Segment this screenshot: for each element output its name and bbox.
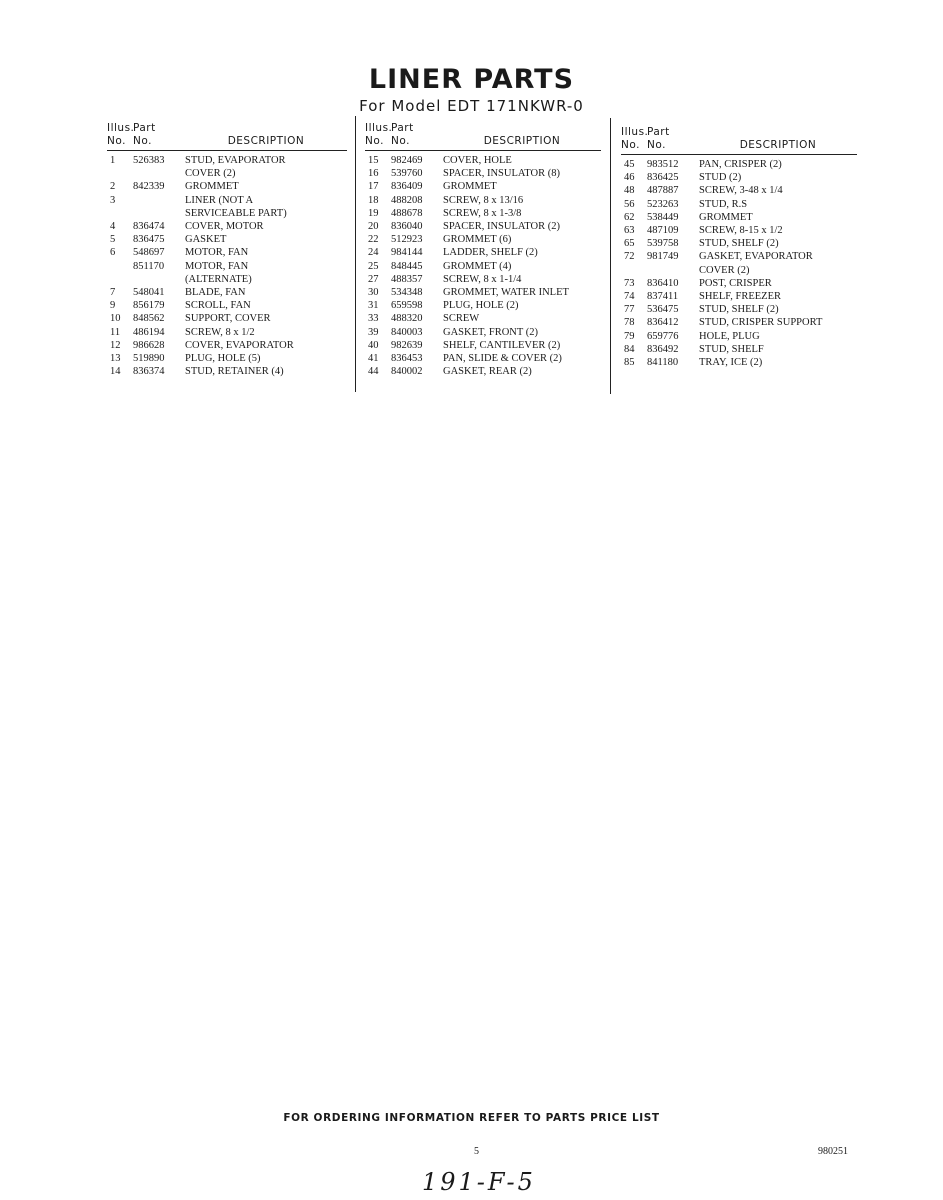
handwritten-note: 191-F-5 [422,1168,536,1196]
part-number: 836492 [647,343,679,355]
part-number: 840002 [391,366,423,378]
part-number: 539758 [647,238,679,250]
illus-number: 6 [110,247,116,259]
header-rule [365,150,601,151]
part-number [133,167,185,180]
table-row [107,339,347,352]
header-illus-no: No. [621,139,640,151]
part-description: HOLE, PLUG [699,330,760,342]
part-description: PAN, CRISPER (2) [699,159,782,170]
part-description: LADDER, SHELF (2) [443,247,538,259]
part-number: 983512 [647,159,679,170]
illus-number [107,260,133,273]
illus-number [107,207,133,220]
header-description: DESCRIPTION [739,139,817,151]
part-description: GROMMET (4) [443,260,512,272]
part-description: GROMMET [699,211,753,223]
table-row [621,198,857,211]
table-row [365,365,601,378]
table-row [621,224,857,237]
header-description: DESCRIPTION [227,135,305,147]
table-row [621,184,857,197]
part-number: 488357 [391,273,423,285]
illus-number: 18 [368,194,379,206]
illus-number: 33 [368,313,379,325]
part-description: MOTOR, FAN [185,260,249,272]
table-row [365,246,601,259]
header-illus: Illus. [107,122,135,134]
table-row [107,260,347,273]
table-row [107,154,347,167]
part-description: SCREW, 8 x 1/2 [185,326,255,338]
table-row [621,211,857,224]
part-number [647,264,699,277]
part-description: STUD, SHELF (2) [699,238,779,250]
part-description: STUD, SHELF (2) [699,304,779,316]
part-number: 523263 [647,198,679,210]
table-row [365,339,601,352]
illus-number: 48 [624,185,635,197]
illus-number: 30 [368,287,379,299]
illus-number: 78 [624,317,635,329]
illus-number: 4 [110,221,116,233]
parts-list [365,154,601,378]
part-description: SPACER, INSULATOR (8) [443,168,560,180]
table-row [107,312,347,325]
part-number: 982469 [391,155,423,166]
illus-number: 5 [110,234,116,246]
table-row [365,286,601,299]
part-number: 487109 [647,225,679,237]
column-header [621,126,857,152]
part-number: 659776 [647,330,679,342]
illus-number: 72 [624,251,635,263]
part-number: 851170 [133,260,165,272]
part-description: GROMMET, WATER INLET [443,287,569,299]
part-number: 536475 [647,304,679,316]
table-row [365,299,601,312]
illus-number: 19 [368,207,379,219]
table-row [107,220,347,233]
part-number: 488678 [391,207,423,219]
illus-number: 56 [624,198,635,210]
table-row [107,273,347,286]
illus-number: 16 [368,168,379,180]
table-row [107,180,347,193]
parts-column-3 [621,126,857,369]
part-description: (ALTERNATE) [185,273,252,285]
table-row [107,365,347,378]
table-row [621,343,857,356]
illus-number: 7 [110,287,116,299]
table-row [365,220,601,233]
part-number: 836410 [647,277,679,289]
part-description: COVER, HOLE [443,155,512,166]
column-header [365,122,601,148]
table-row [621,158,857,171]
illus-number: 39 [368,326,379,338]
part-number: 488320 [391,313,423,325]
header-illus-no: No. [365,135,384,147]
part-description: STUD (2) [699,172,742,184]
part-number: 538449 [647,211,679,223]
page-title: LINER PARTS [368,64,575,95]
table-row [107,286,347,299]
table-row [365,352,601,365]
header-part-no: No. [647,139,666,151]
part-number: 539760 [391,168,423,180]
part-description: GROMMET [185,181,239,193]
part-number: 986628 [133,339,165,351]
column-divider [355,116,356,392]
illus-number: 62 [624,211,635,223]
table-row [621,330,857,343]
part-number: 534348 [391,287,423,299]
illus-number: 13 [110,353,121,365]
illus-number: 84 [624,343,635,355]
part-number: 981749 [647,251,679,263]
table-row [365,233,601,246]
header-description: DESCRIPTION [483,135,561,147]
part-number: 659598 [391,300,423,312]
table-row [107,207,347,220]
table-row [365,326,601,339]
illus-number: 14 [110,366,121,378]
part-number: 836412 [647,317,679,329]
part-number: 984144 [391,247,423,259]
part-description: GASKET, FRONT (2) [443,326,538,338]
illus-number: 65 [624,238,635,250]
part-description: COVER, MOTOR [185,221,264,233]
table-row [107,194,347,207]
parts-list [621,158,857,369]
illus-number: 40 [368,339,379,351]
illus-number [621,264,647,277]
part-number: 836409 [391,181,423,193]
table-row [107,352,347,365]
part-description: LINER (NOT A [185,194,254,206]
part-number: 982639 [391,339,423,351]
illus-number: 85 [624,357,635,369]
illus-number: 9 [110,300,116,312]
part-number [133,273,185,286]
part-description: SCREW, 8 x 1-3/8 [443,207,522,219]
part-description: SHELF, CANTILEVER (2) [443,339,561,351]
illus-number: 20 [368,221,379,233]
part-description: SPACER, INSULATOR (2) [443,221,560,233]
part-number: 836474 [133,221,165,233]
part-description: SCREW, 8 x 13/16 [443,194,524,206]
illus-number: 22 [368,234,379,246]
illus-number: 11 [110,326,121,338]
illus-number: 15 [368,155,379,166]
part-number: 848562 [133,313,165,325]
part-description: PLUG, HOLE (2) [443,300,519,312]
illus-number: 74 [624,291,635,303]
table-row [365,180,601,193]
part-number: 836453 [391,353,423,365]
part-description: GASKET [185,234,227,246]
header-rule [107,150,347,151]
part-number: 856179 [133,300,165,312]
table-row [107,167,347,180]
part-number [133,194,185,207]
part-number: 486194 [133,326,165,338]
part-description: PAN, SLIDE & COVER (2) [443,353,562,365]
part-description: SHELF, FREEZER [699,291,782,303]
illus-number: 12 [110,339,121,351]
part-description: COVER (2) [185,168,236,180]
part-number: 836040 [391,221,423,233]
part-number: 836425 [647,172,679,184]
header-part-no: No. [391,135,410,147]
table-row [621,290,857,303]
illus-number: 44 [368,366,379,378]
parts-column-1 [107,122,347,378]
part-number: 548041 [133,287,165,299]
part-description: GROMMET [443,181,497,193]
table-row [621,277,857,290]
illus-number: 31 [368,300,379,312]
table-row [621,250,857,263]
part-number: 519890 [133,353,165,365]
part-description: BLADE, FAN [185,287,246,299]
part-description: SCREW, 3-48 x 1/4 [699,185,783,197]
header-illus: Illus. [365,122,393,134]
table-row [107,233,347,246]
table-row [621,316,857,329]
header-part-no: No. [133,135,152,147]
illus-number: 17 [368,181,379,193]
part-description: TRAY, ICE (2) [699,357,763,369]
illus-number: 10 [110,313,121,325]
illus-number: 3 [110,194,116,206]
illus-number: 24 [368,247,379,259]
part-description: GASKET, REAR (2) [443,366,532,378]
part-number: 848445 [391,260,423,272]
parts-column-2 [365,122,601,378]
header-rule [621,154,857,155]
header-part: Part [647,126,670,138]
table-row [365,167,601,180]
part-description: GASKET, EVAPORATOR [699,251,813,263]
document-code: 980251 [818,1146,848,1157]
illus-number [107,167,133,180]
part-number [133,207,185,220]
model-subtitle: For Model EDT 171NKWR-0 [359,97,584,115]
part-number: 840003 [391,326,423,338]
part-number: 487887 [647,185,679,197]
part-description: STUD, RETAINER (4) [185,366,284,378]
part-description: GROMMET (6) [443,234,512,246]
illus-number: 77 [624,304,635,316]
table-row [107,246,347,259]
part-description: STUD, R.S [699,198,748,210]
illus-number: 73 [624,277,635,289]
part-number: 526383 [133,155,165,166]
column-header [107,122,347,148]
part-description: STUD, EVAPORATOR [185,155,286,166]
part-description: SCREW [443,313,480,325]
illus-number: 79 [624,330,635,342]
illus-number: 46 [624,172,635,184]
illus-number: 63 [624,225,635,237]
table-row [621,356,857,369]
part-number: 512923 [391,234,423,246]
header-illus: Illus. [621,126,649,138]
page-number: 5 [474,1146,479,1157]
illus-number: 1 [110,155,116,166]
table-row [365,260,601,273]
part-description: SERVICEABLE PART) [185,207,287,219]
part-description: MOTOR, FAN [185,247,249,259]
illus-number: 41 [368,353,379,365]
part-number: 837411 [647,291,679,303]
illus-number: 25 [368,260,379,272]
part-number: 548697 [133,247,165,259]
part-description: SCREW, 8 x 1-1/4 [443,273,522,285]
header-illus-no: No. [107,135,126,147]
illus-number: 45 [624,159,635,170]
column-divider [610,118,611,394]
part-description: COVER (2) [699,264,750,276]
part-description: PLUG, HOLE (5) [185,353,261,365]
part-description: COVER, EVAPORATOR [185,339,294,351]
part-number: 488208 [391,194,423,206]
table-row [621,237,857,250]
part-number: 836374 [133,366,165,378]
table-row [107,299,347,312]
part-number: 841180 [647,357,679,369]
illus-number [107,273,133,286]
header-part: Part [133,122,156,134]
table-row [365,194,601,207]
table-row [621,264,857,277]
part-description: STUD, CRISPER SUPPORT [699,317,823,329]
illus-number: 2 [110,181,116,193]
table-row [365,207,601,220]
table-row [365,154,601,167]
part-description: SCREW, 8-15 x 1/2 [699,225,783,237]
part-description: SCROLL, FAN [185,300,251,312]
parts-list [107,154,347,378]
part-description: STUD, SHELF [699,343,764,355]
illus-number: 27 [368,273,379,285]
ordering-footer: FOR ORDERING INFORMATION REFER TO PARTS PRICE LIST [283,1112,660,1124]
table-row [365,312,601,325]
header-part: Part [391,122,414,134]
table-row [621,303,857,316]
part-description: SUPPORT, COVER [185,313,271,325]
part-number: 842339 [133,181,165,193]
table-row [365,273,601,286]
table-row [621,171,857,184]
table-row [107,326,347,339]
part-number: 836475 [133,234,165,246]
part-description: POST, CRISPER [699,277,772,289]
